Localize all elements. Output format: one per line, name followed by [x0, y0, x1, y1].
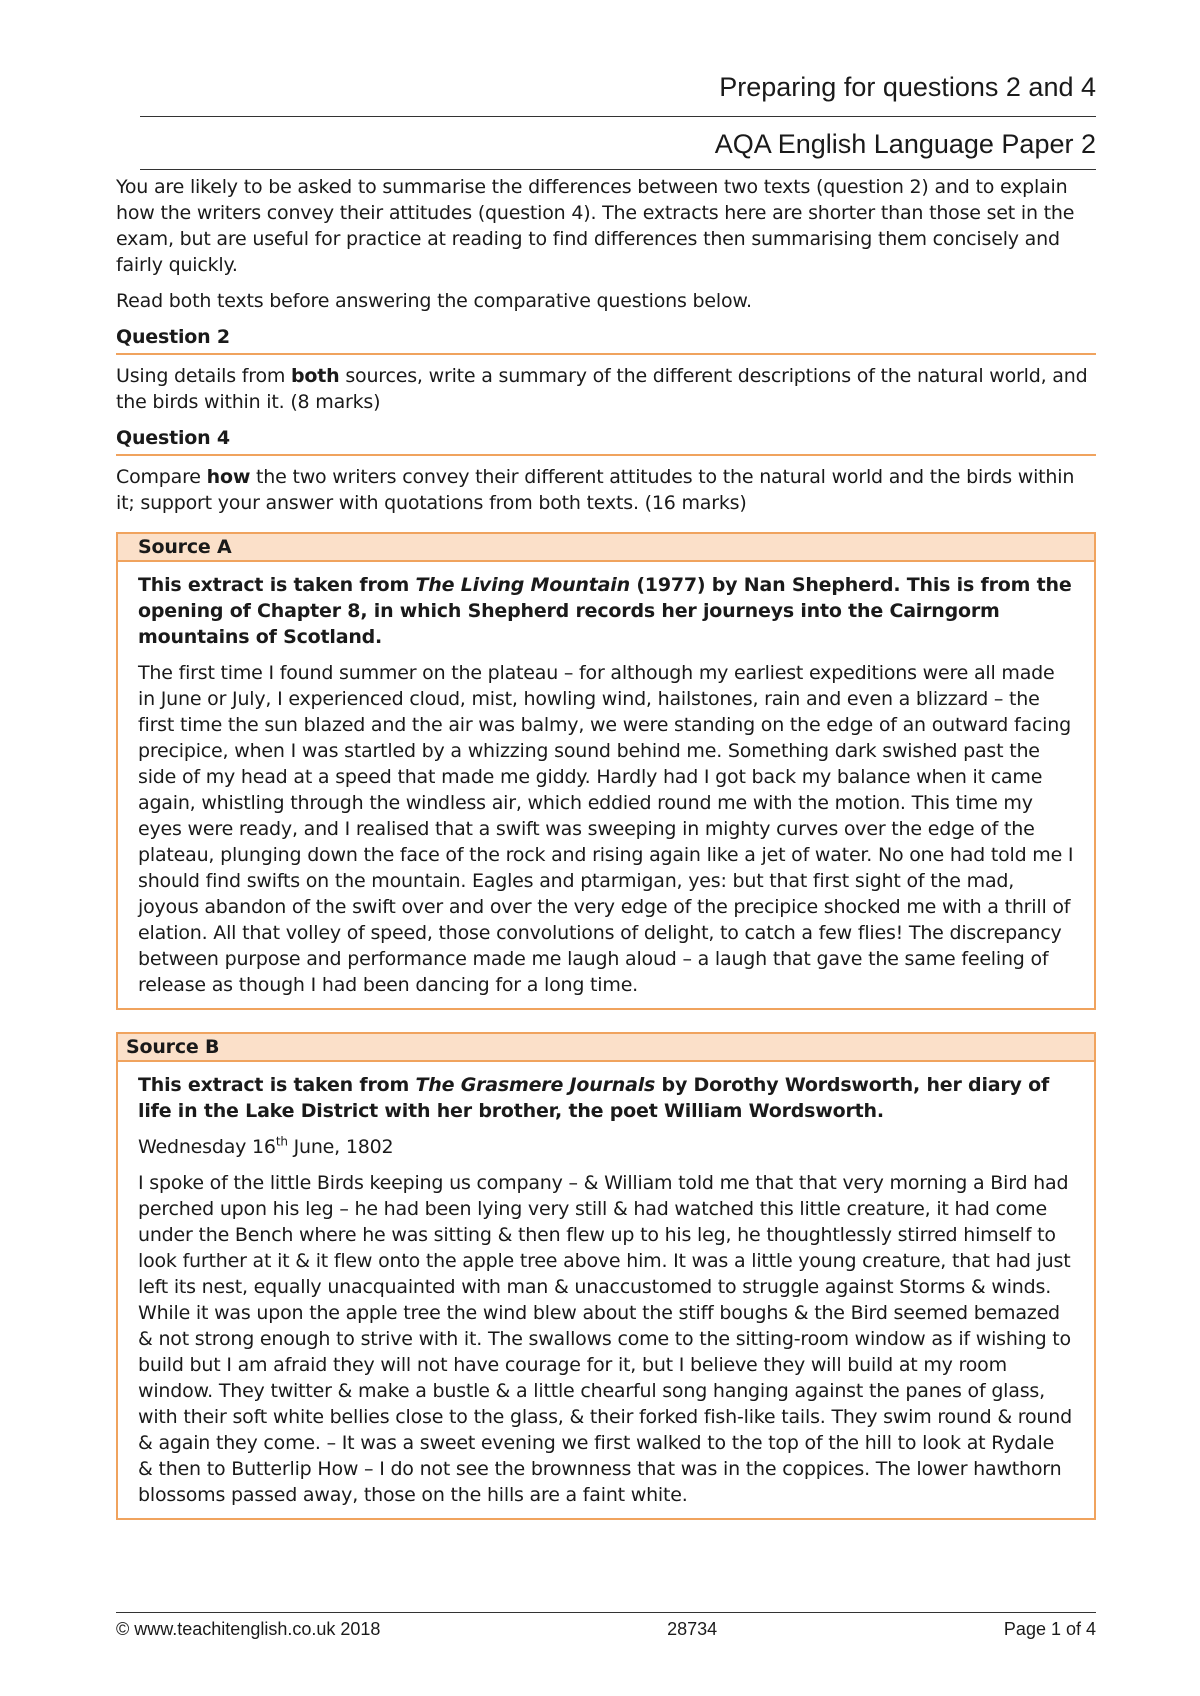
source-b-intro-end: by Dorothy Wordsworth, her diary of life in the Lake District with her brother, the poet William Wordsworth. — [138, 1074, 1050, 1122]
question-4-text-start: Compare — [116, 466, 207, 488]
footer-copyright: © www.teachitenglish.co.uk 2018 — [116, 1619, 381, 1639]
source-b-date-start: Wednesday 16 — [138, 1136, 276, 1158]
source-b-date — [138, 1134, 1074, 1160]
source-b-intro — [138, 1072, 1074, 1124]
page-subtitle: AQA English Language Paper 2 — [140, 117, 1096, 170]
intro-paragraph: You are likely to be asked to summarise the differences between two texts (question 2) and to explain how the writers convey their attitudes (question 4). The extracts here are shorter than those set in the exam, but are useful for practice at reading to find differences then summarising them concisely and fairly quickly. — [116, 176, 1075, 276]
question-2-heading: Question 2 — [116, 324, 1096, 355]
source-a-intro-start: This extract is taken from — [138, 574, 416, 596]
source-a-extract: The first time I found summer on the plateau – for although my earliest expeditions were all made in June or July, I experienced cloud, mist, howling wind, hailstones, rain and even a blizzard – the first time the sun blazed and the air was balmy, we were standing on the edge of an outward facing precipice, when I was startled by a whizzing sound behind me. Something dark swished past the side of my head at a speed that made me giddy. Hardly had I got back my balance when it came again, whistling through the windless air, which eddied round me with the motion. This time my eyes were ready, and I realised that a swift was sweeping in mighty curves over the edge of the plateau, plunging down the face of the rock and rising again like a jet of water. No one had told me I should find swifts on the mountain. Eagles and ptarmigan, yes: but that first sight of the mad, joyous abandon of the swift over and over the very edge of the precipice shocked me with a thrill of elation. All that volley of speed, those convolutions of delight, to catch a few flies! The discrepancy between purpose and performance made me laugh aloud – a laugh that gave the same feeling of release as though I had been dancing for a long time. — [138, 662, 1074, 996]
question-2-text — [116, 363, 1096, 415]
question-4-emphasis: how — [206, 466, 251, 488]
question-4-text-end: the two writers convey their different attitudes to the natural world and the birds within it; support your answer with quotations from both texts. (16 marks) — [116, 466, 1075, 514]
page-footer — [116, 1612, 1096, 1640]
footer-code: 28734 — [667, 1619, 718, 1639]
source-a-book-title: The Living Mountain — [415, 574, 630, 596]
source-a-body — [118, 562, 1094, 1008]
question-4-heading: Question 4 — [116, 425, 1096, 456]
source-a-heading: Source A — [118, 534, 1094, 562]
page-title: Preparing for questions 2 and 4 — [140, 70, 1096, 117]
source-b-book-title: The Grasmere Journals — [415, 1074, 656, 1096]
source-b-date-suffix: th — [275, 1134, 288, 1149]
question-2-emphasis: both — [291, 365, 340, 387]
source-a-box — [116, 532, 1096, 1010]
source-b-date-end: June, 1802 — [287, 1136, 394, 1158]
source-b-intro-start: This extract is taken from — [138, 1074, 416, 1096]
question-4-text — [116, 464, 1096, 516]
question-2-text-end: sources, write a summary of the different descriptions of the natural world, and the birds within it. (8 marks) — [116, 365, 1088, 413]
source-a-intro — [138, 572, 1074, 650]
footer-page-number: Page 1 of 4 — [1003, 1619, 1096, 1639]
instruction-paragraph: Read both texts before answering the comparative questions below. — [116, 290, 752, 312]
source-b-heading: Source B — [118, 1034, 1094, 1062]
source-b-body — [118, 1062, 1094, 1518]
source-a-intro-end: (1977) by Nan Shepherd. This is from the opening of Chapter 8, in which Shepherd records her journeys into the Cairngorm mountains of Scotland. — [138, 574, 1072, 648]
page-header — [140, 70, 1096, 170]
source-b-box — [116, 1032, 1096, 1520]
question-2-text-start: Using details from — [116, 365, 292, 387]
main-content — [116, 174, 1096, 1542]
source-b-extract: I spoke of the little Birds keeping us company – & William told me that that very morning a Bird had perched upon his leg – he had been lying very still & had watched this little creature, it had come under the Bench where he was sitting & then flew up to his leg, he thoughtlessly stirred himself to look further at it & it flew onto the apple tree above him. It was a little young creature, that had just left its nest, equally unacquainted with man & unaccustomed to struggle against Storms & winds. While it was upon the apple tree the wind blew about the stiff boughs & the Bird seemed bemazed & not strong enough to strive with it. The swallows come to the sitting-room window as if wishing to build but I am afraid they will not have courage for it, but I believe they will build at my room window. They twitter & make a bustle & a little chearful song hanging against the panes of glass, with their soft white bellies close to the glass, & their forked fish-like tails. They swim round & round & again they come. – It was a sweet evening we first walked to the top of the hill to look at Rydale & then to Butterlip How – I do not see the brownness that was in the coppices. The lower hawthorn blossoms passed away, those on the hills are a faint white. — [138, 1172, 1072, 1506]
